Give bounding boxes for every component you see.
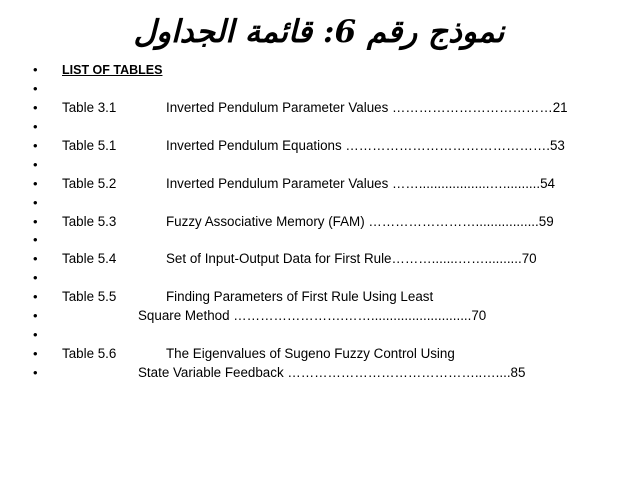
bullet: • (33, 289, 38, 305)
bullet: • (33, 156, 38, 172)
list-item (0, 118, 638, 137)
list-item (0, 137, 638, 156)
list-item (0, 326, 638, 345)
list-heading: LIST OF TABLES (62, 63, 163, 77)
bullet: • (33, 118, 38, 134)
bullet: • (33, 213, 38, 229)
list-item (0, 364, 638, 383)
list-item (0, 269, 638, 288)
bullet: • (33, 194, 38, 210)
bullet: • (33, 270, 38, 286)
table-number: Table 3.1 (62, 99, 117, 115)
bullet: • (33, 80, 38, 96)
table-number: Table 5.2 (62, 175, 117, 191)
bullet: • (33, 251, 38, 267)
list-item (0, 231, 638, 250)
table-list (0, 61, 638, 383)
table-description: Inverted Pendulum Parameter Values ………………………………21 (166, 99, 568, 115)
bullet: • (33, 99, 38, 115)
table-number: Table 5.6 (62, 346, 117, 362)
list-item (0, 345, 638, 364)
list-item (0, 175, 638, 194)
bullet: • (33, 327, 38, 343)
bullet: • (33, 137, 38, 153)
bullet: • (33, 365, 38, 380)
bullet: • (33, 346, 38, 362)
table-description: Fuzzy Associative Memory (FAM) …………………….................59 (166, 213, 554, 229)
list-item (0, 307, 638, 326)
list-item (0, 194, 638, 213)
table-description: Finding Parameters of First Rule Using Least (166, 289, 434, 305)
bullet: • (33, 62, 38, 77)
table-description: Inverted Pendulum Parameter Values ……...................…..........54 (166, 175, 555, 191)
list-item (0, 288, 638, 307)
table-description: Inverted Pendulum Equations ……………………………………….53 (166, 137, 565, 153)
table-description: The Eigenvalues of Sugeno Fuzzy Control Using (166, 346, 455, 362)
list-item (0, 156, 638, 175)
table-number: Table 5.4 (62, 251, 117, 267)
table-number: Table 5.1 (62, 137, 117, 153)
table-description: Set of Input-Output Data for First Rule……….......……..........70 (166, 251, 537, 267)
table-description-continued: State Variable Feedback ……………………………………..…....85 (138, 365, 526, 380)
bullet: • (33, 308, 38, 324)
table-number: Table 5.3 (62, 213, 117, 229)
page-title: نموذج رقم 6: قائمة الجداول (133, 14, 505, 50)
bullet: • (33, 232, 38, 248)
list-item (0, 250, 638, 269)
bullet: • (33, 175, 38, 191)
list-item (0, 61, 638, 80)
list-item (0, 99, 638, 118)
table-number: Table 5.5 (62, 289, 117, 305)
list-item (0, 80, 638, 99)
table-description-continued: Square Method …………………….……...........................70 (138, 308, 487, 324)
list-item (0, 213, 638, 232)
